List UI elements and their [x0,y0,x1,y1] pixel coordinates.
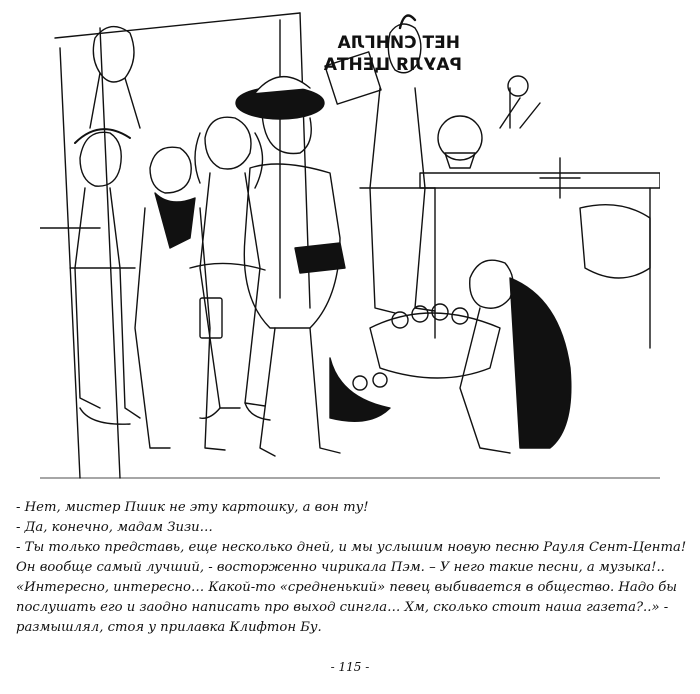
page-number: - 115 - [330,660,370,674]
dialogue-line: размышлял, стоя у прилавка Клифтон Бу. [16,620,322,635]
dialogue-line: - Да, конечно, мадам Зизи… [16,520,213,535]
comic-illustration [40,8,660,486]
window-frame-line [60,48,80,478]
man-in-window [90,27,140,128]
dialogue-line: послушать его и заодно написать про выход сингла… Хм, сколько стоит наша газета?..» - [16,600,669,615]
man-with-scarf [135,147,225,450]
crouching-man-with-basket [330,260,571,453]
window-frame-line [100,28,120,478]
window-frame-line [55,13,300,38]
dialogue-line: «Интересно, интересно… Какой-то «средненький» певец выбивается в общество. Надо бы [16,580,678,595]
dialogue-line: - Нет, мистер Пшик не эту картошку, а вон ту! [16,500,369,515]
shop-sign [323,33,462,75]
shop-scene-drawing [40,8,660,486]
dialogue-text [16,498,688,638]
dialogue-line: Он вообще самый лучший, - восторженно чирикала Пэм. – У него такие песни, а музыка!.. [16,560,665,575]
dialogue-line: - Ты только представь, еще несколько дней, и мы услышим новую песню Рауля Сент-Цента! [16,540,687,555]
shop-sign-line-1: НЕТ СИНГЛА [337,33,460,53]
boy-figure [70,129,140,424]
shop-sign-line-2: РАУЛЯ ЦЕНТА [323,55,462,75]
girl-figure [190,117,270,420]
